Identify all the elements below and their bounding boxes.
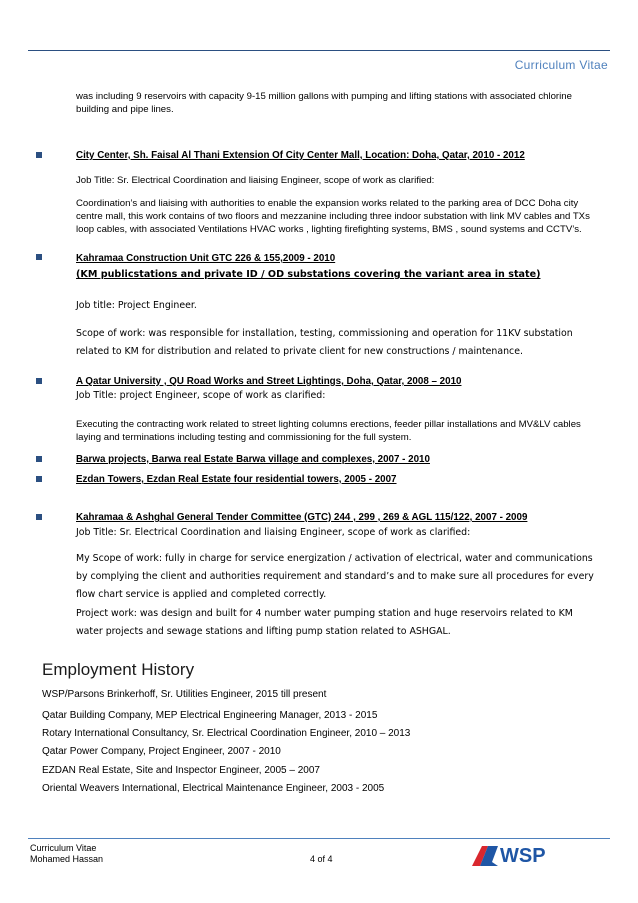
header-rule: [28, 50, 610, 51]
employment-item: EZDAN Real Estate, Site and Inspector Engineer, 2005 – 2007: [42, 765, 320, 776]
bullet-icon: [36, 149, 46, 159]
employment-item: WSP/Parsons Brinkerhoff, Sr. Utilities Engineer, 2015 till present: [42, 689, 327, 700]
wsp-logo: [468, 840, 558, 868]
project-job-title: Job Title: Sr. Electrical Coordination and liaising Engineer, scope of work as clarified:: [76, 527, 471, 538]
logo-text: WSP: [500, 845, 546, 867]
project-title-ezdan: Ezdan Towers, Ezdan Real Estate four residential towers, 2005 - 2007: [76, 474, 397, 485]
page-number: 4 of 4: [310, 854, 333, 864]
footer-cv-label: Curriculum Vitae: [30, 843, 97, 853]
project-title-kahramaa-ashghal: Kahramaa & Ashghal General Tender Committee (GTC) 244 , 299 , 269 & AGL 115/122, 2007 - 2009: [76, 512, 528, 523]
header-title: Curriculum Vitae: [514, 58, 608, 72]
project-scope: My Scope of work: fully in charge for service energization / activation of electrical, water and communications by complying the client and authorities requirement and standard’s and to make sure all procedures for every flow chart service is applied and completed correctly.: [76, 553, 594, 600]
project-title-barwa: Barwa projects, Barwa real Estate Barwa village and complexes, 2007 - 2010: [76, 454, 430, 465]
project-subtitle: (KM publicstations and private ID / OD substations covering the variant area in state): [76, 269, 541, 280]
bullet-icon: [36, 473, 46, 483]
employment-history-title: Employment History: [42, 660, 195, 679]
project-title-kahramaa-gtc: Kahramaa Construction Unit GTC 226 & 155,2009 - 2010: [76, 253, 336, 264]
employment-item: Rotary International Consultancy, Sr. Electrical Coordination Engineer, 2010 – 2013: [42, 728, 411, 739]
project-scope: Scope of work: was responsible for installation, testing, commissioning and operation for 11KV substation related to KM for distribution and related to private client for new constructions / maintenance.: [76, 328, 573, 357]
footer-author-name: Mohamed Hassan: [30, 854, 104, 864]
employment-item: Qatar Building Company, MEP Electrical Engineering Manager, 2013 - 2015: [42, 710, 378, 721]
bullet-icon: [36, 511, 46, 521]
project-job-title: Job title: Project Engineer.: [76, 300, 197, 311]
project-scope: Executing the contracting work related to street lighting columns erections, feeder pillar installations and MV&LV cables laying and terminations including testing and commissioning for the full system.: [76, 419, 581, 443]
bullet-icon: [36, 375, 46, 385]
project-title-city-center: City Center, Sh. Faisal Al Thani Extension Of City Center Mall, Location: Doha, Qatar, 2010 - 2012: [76, 150, 525, 161]
intro-paragraph: was including 9 reservoirs with capacity 9-15 million gallons with pumping and lifting stations with associated chlorine building and pipe lines.: [76, 91, 572, 115]
bullet-icon: [36, 453, 46, 463]
project-scope: Coordination’s and liaising with authorities to enable the expansion works related to the parking area of DCC Doha city centre mall, this work contains of two floors and mezzanine including three indoor substation with link MV cables and TXs loop cables, with associated Ventilations HVAC works , lighting firefighting systems, BMS , sound systems and CCTV’s.: [76, 198, 590, 235]
employment-item: Oriental Weavers International, Electrical Maintenance Engineer, 2003 - 2005: [42, 783, 385, 794]
project-job-title: Job Title: Sr. Electrical Coordination and liaising Engineer, scope of work as clarified:: [76, 175, 435, 186]
project-work: Project work: was design and built for 4 number water pumping station and huge reservoirs related to KM water projects and sewage stations and lifting pump station related to ASHGAL.: [76, 608, 573, 637]
project-job-title: Job Title: project Engineer, scope of work as clarified:: [76, 390, 326, 401]
project-title-qatar-university: A Qatar University , QU Road Works and Street Lightings, Doha, Qatar, 2008 – 2010: [76, 376, 462, 387]
employment-item: Qatar Power Company, Project Engineer, 2007 - 2010: [42, 746, 281, 757]
footer-rule: [28, 838, 610, 839]
footer-info: [30, 843, 103, 865]
bullet-icon: [36, 251, 46, 261]
